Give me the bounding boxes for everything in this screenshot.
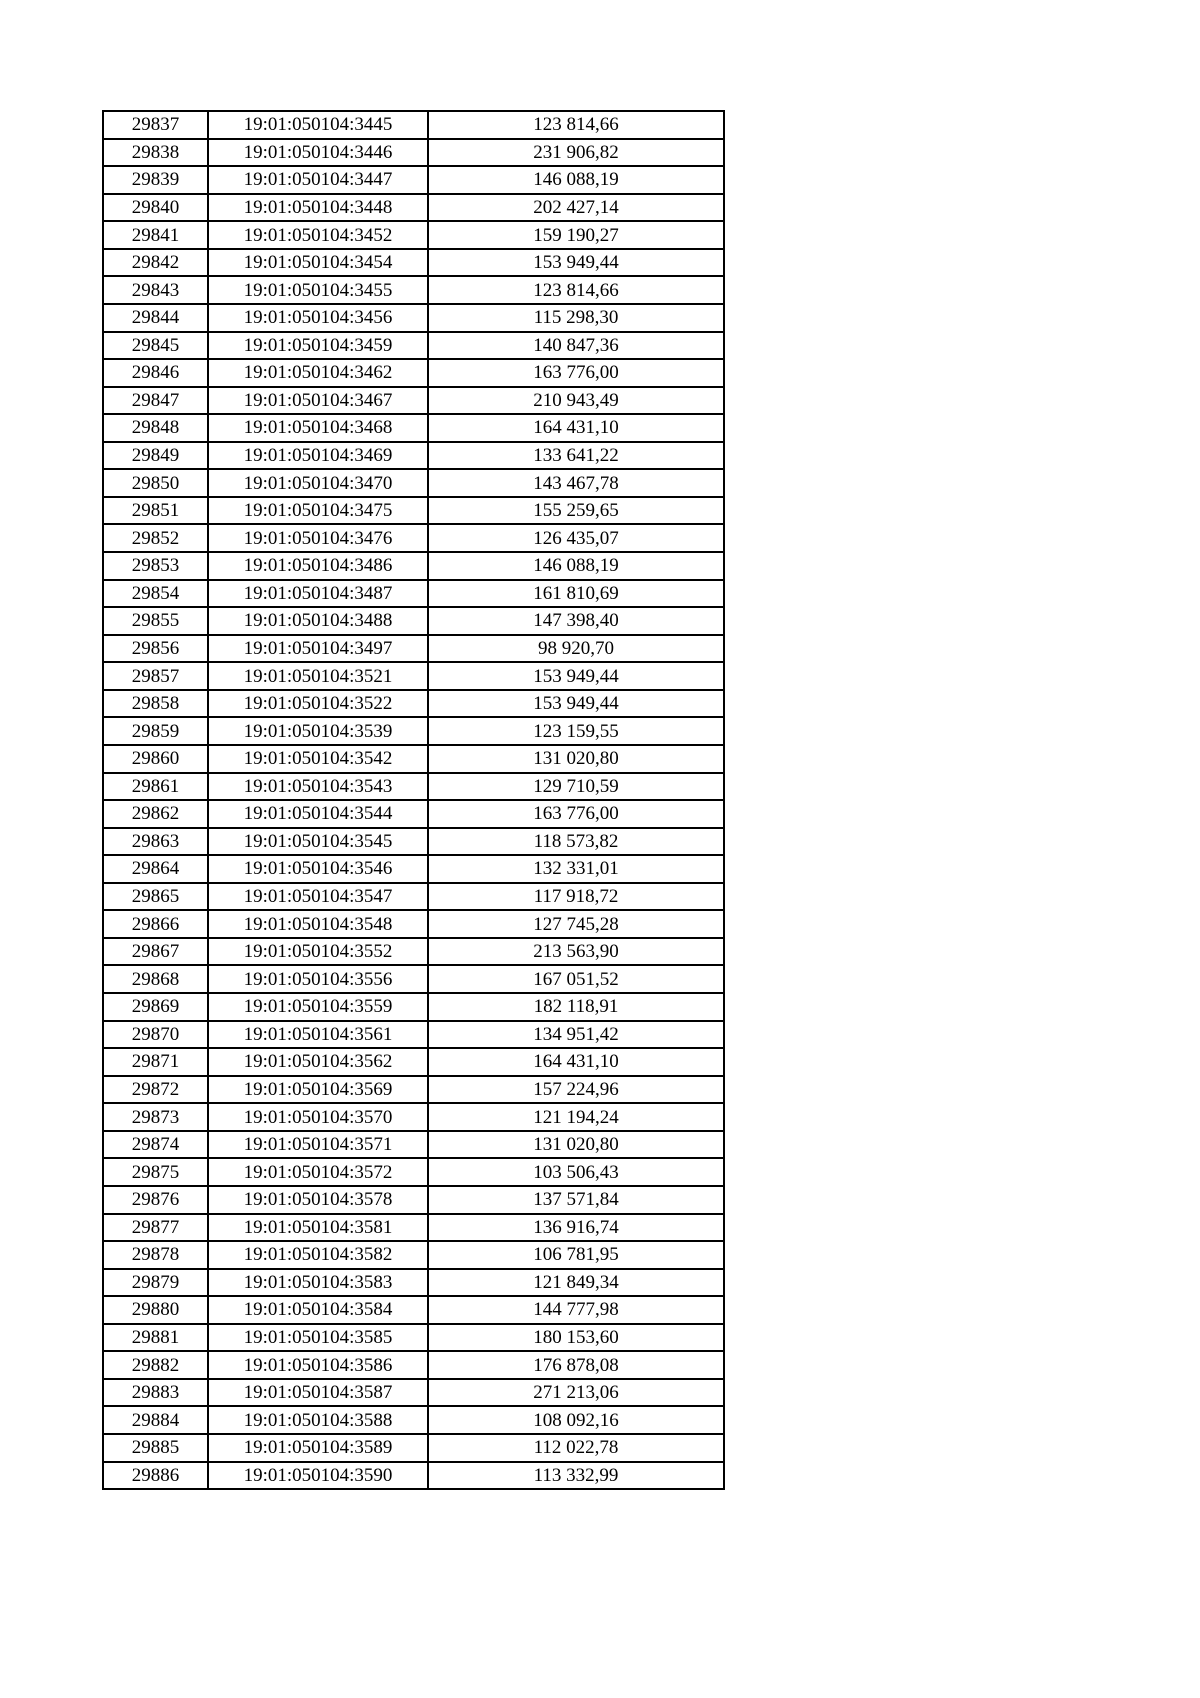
table-row xyxy=(103,1021,724,1049)
table-row xyxy=(103,635,724,663)
cadastral-number-cell: 19:01:050104:3469 xyxy=(208,442,428,470)
table-row xyxy=(103,387,724,415)
cadastral-number-cell: 19:01:050104:3470 xyxy=(208,469,428,497)
cadastral-number-cell: 19:01:050104:3556 xyxy=(208,965,428,993)
row-number-cell: 29842 xyxy=(103,249,208,277)
table-row xyxy=(103,332,724,360)
table-row xyxy=(103,194,724,222)
cadastral-number-cell: 19:01:050104:3578 xyxy=(208,1186,428,1214)
table-row xyxy=(103,1103,724,1131)
cadastral-number-cell: 19:01:050104:3459 xyxy=(208,332,428,360)
cadastral-number-cell: 19:01:050104:3572 xyxy=(208,1158,428,1186)
table-row xyxy=(103,524,724,552)
row-number-cell: 29848 xyxy=(103,414,208,442)
row-number-cell: 29866 xyxy=(103,910,208,938)
row-number-cell: 29851 xyxy=(103,497,208,525)
row-number-cell: 29870 xyxy=(103,1021,208,1049)
table-row xyxy=(103,1296,724,1324)
table-row xyxy=(103,1351,724,1379)
table-row xyxy=(103,276,724,304)
cadastral-value-cell: 210 943,49 xyxy=(428,387,724,415)
cadastral-number-cell: 19:01:050104:3561 xyxy=(208,1021,428,1049)
table-row xyxy=(103,993,724,1021)
cadastral-number-cell: 19:01:050104:3456 xyxy=(208,304,428,332)
cadastral-number-cell: 19:01:050104:3559 xyxy=(208,993,428,1021)
cadastral-value-cell: 153 949,44 xyxy=(428,249,724,277)
table-row xyxy=(103,1076,724,1104)
cadastral-value-cell: 161 810,69 xyxy=(428,580,724,608)
row-number-cell: 29852 xyxy=(103,524,208,552)
table-body xyxy=(103,111,724,1489)
row-number-cell: 29882 xyxy=(103,1351,208,1379)
cadastral-value-cell: 123 814,66 xyxy=(428,111,724,139)
row-number-cell: 29881 xyxy=(103,1324,208,1352)
table-row xyxy=(103,965,724,993)
cadastral-value-cell: 127 745,28 xyxy=(428,910,724,938)
cadastral-value-cell: 144 777,98 xyxy=(428,1296,724,1324)
row-number-cell: 29865 xyxy=(103,883,208,911)
row-number-cell: 29841 xyxy=(103,221,208,249)
table-row xyxy=(103,1324,724,1352)
cadastral-value-cell: 121 194,24 xyxy=(428,1103,724,1131)
row-number-cell: 29843 xyxy=(103,276,208,304)
row-number-cell: 29837 xyxy=(103,111,208,139)
cadastral-number-cell: 19:01:050104:3539 xyxy=(208,717,428,745)
row-number-cell: 29869 xyxy=(103,993,208,1021)
cadastral-value-cell: 113 332,99 xyxy=(428,1462,724,1490)
table-row xyxy=(103,580,724,608)
cadastral-value-cell: 106 781,95 xyxy=(428,1241,724,1269)
row-number-cell: 29844 xyxy=(103,304,208,332)
table-row xyxy=(103,552,724,580)
cadastral-number-cell: 19:01:050104:3487 xyxy=(208,580,428,608)
table-row xyxy=(103,469,724,497)
cadastral-number-cell: 19:01:050104:3548 xyxy=(208,910,428,938)
cadastral-value-table xyxy=(102,110,725,1490)
cadastral-number-cell: 19:01:050104:3544 xyxy=(208,800,428,828)
cadastral-number-cell: 19:01:050104:3547 xyxy=(208,883,428,911)
cadastral-number-cell: 19:01:050104:3587 xyxy=(208,1379,428,1407)
row-number-cell: 29884 xyxy=(103,1406,208,1434)
cadastral-value-cell: 167 051,52 xyxy=(428,965,724,993)
cadastral-value-cell: 143 467,78 xyxy=(428,469,724,497)
row-number-cell: 29886 xyxy=(103,1462,208,1490)
row-number-cell: 29875 xyxy=(103,1158,208,1186)
cadastral-value-cell: 157 224,96 xyxy=(428,1076,724,1104)
row-number-cell: 29847 xyxy=(103,387,208,415)
row-number-cell: 29880 xyxy=(103,1296,208,1324)
cadastral-value-cell: 131 020,80 xyxy=(428,745,724,773)
table-row xyxy=(103,1269,724,1297)
table-row xyxy=(103,1186,724,1214)
cadastral-number-cell: 19:01:050104:3543 xyxy=(208,773,428,801)
row-number-cell: 29849 xyxy=(103,442,208,470)
cadastral-value-cell: 147 398,40 xyxy=(428,607,724,635)
table-row xyxy=(103,717,724,745)
row-number-cell: 29879 xyxy=(103,1269,208,1297)
cadastral-value-cell: 155 259,65 xyxy=(428,497,724,525)
cadastral-number-cell: 19:01:050104:3570 xyxy=(208,1103,428,1131)
table-row xyxy=(103,304,724,332)
cadastral-value-cell: 136 916,74 xyxy=(428,1214,724,1242)
cadastral-value-cell: 121 849,34 xyxy=(428,1269,724,1297)
table-row xyxy=(103,442,724,470)
row-number-cell: 29867 xyxy=(103,938,208,966)
row-number-cell: 29854 xyxy=(103,580,208,608)
cadastral-value-cell: 129 710,59 xyxy=(428,773,724,801)
cadastral-value-cell: 153 949,44 xyxy=(428,662,724,690)
cadastral-number-cell: 19:01:050104:3581 xyxy=(208,1214,428,1242)
cadastral-number-cell: 19:01:050104:3468 xyxy=(208,414,428,442)
cadastral-value-cell: 112 022,78 xyxy=(428,1434,724,1462)
cadastral-value-cell: 134 951,42 xyxy=(428,1021,724,1049)
cadastral-value-cell: 123 159,55 xyxy=(428,717,724,745)
row-number-cell: 29846 xyxy=(103,359,208,387)
row-number-cell: 29878 xyxy=(103,1241,208,1269)
cadastral-value-cell: 126 435,07 xyxy=(428,524,724,552)
cadastral-number-cell: 19:01:050104:3562 xyxy=(208,1048,428,1076)
cadastral-number-cell: 19:01:050104:3452 xyxy=(208,221,428,249)
table-row xyxy=(103,359,724,387)
table-row xyxy=(103,139,724,167)
cadastral-number-cell: 19:01:050104:3545 xyxy=(208,828,428,856)
cadastral-number-cell: 19:01:050104:3488 xyxy=(208,607,428,635)
row-number-cell: 29863 xyxy=(103,828,208,856)
row-number-cell: 29845 xyxy=(103,332,208,360)
row-number-cell: 29838 xyxy=(103,139,208,167)
table-row xyxy=(103,221,724,249)
cadastral-value-cell: 231 906,82 xyxy=(428,139,724,167)
cadastral-number-cell: 19:01:050104:3497 xyxy=(208,635,428,663)
cadastral-value-cell: 118 573,82 xyxy=(428,828,724,856)
cadastral-value-cell: 213 563,90 xyxy=(428,938,724,966)
cadastral-number-cell: 19:01:050104:3467 xyxy=(208,387,428,415)
table-row xyxy=(103,1379,724,1407)
table-row xyxy=(103,745,724,773)
row-number-cell: 29862 xyxy=(103,800,208,828)
row-number-cell: 29871 xyxy=(103,1048,208,1076)
row-number-cell: 29850 xyxy=(103,469,208,497)
row-number-cell: 29839 xyxy=(103,166,208,194)
table-row xyxy=(103,111,724,139)
cadastral-value-cell: 159 190,27 xyxy=(428,221,724,249)
row-number-cell: 29840 xyxy=(103,194,208,222)
table-row xyxy=(103,1406,724,1434)
row-number-cell: 29868 xyxy=(103,965,208,993)
cadastral-value-cell: 163 776,00 xyxy=(428,800,724,828)
cadastral-number-cell: 19:01:050104:3585 xyxy=(208,1324,428,1352)
cadastral-value-cell: 115 298,30 xyxy=(428,304,724,332)
cadastral-number-cell: 19:01:050104:3552 xyxy=(208,938,428,966)
table-row xyxy=(103,690,724,718)
table-row xyxy=(103,1048,724,1076)
cadastral-value-cell: 103 506,43 xyxy=(428,1158,724,1186)
cadastral-number-cell: 19:01:050104:3590 xyxy=(208,1462,428,1490)
table-row xyxy=(103,883,724,911)
table-row xyxy=(103,1158,724,1186)
table-row xyxy=(103,1241,724,1269)
cadastral-number-cell: 19:01:050104:3583 xyxy=(208,1269,428,1297)
cadastral-number-cell: 19:01:050104:3476 xyxy=(208,524,428,552)
cadastral-value-cell: 202 427,14 xyxy=(428,194,724,222)
table-row xyxy=(103,938,724,966)
cadastral-number-cell: 19:01:050104:3462 xyxy=(208,359,428,387)
cadastral-number-cell: 19:01:050104:3445 xyxy=(208,111,428,139)
row-number-cell: 29877 xyxy=(103,1214,208,1242)
cadastral-number-cell: 19:01:050104:3542 xyxy=(208,745,428,773)
cadastral-number-cell: 19:01:050104:3521 xyxy=(208,662,428,690)
row-number-cell: 29857 xyxy=(103,662,208,690)
row-number-cell: 29859 xyxy=(103,717,208,745)
cadastral-number-cell: 19:01:050104:3446 xyxy=(208,139,428,167)
cadastral-number-cell: 19:01:050104:3448 xyxy=(208,194,428,222)
table-row xyxy=(103,1434,724,1462)
cadastral-value-cell: 123 814,66 xyxy=(428,276,724,304)
row-number-cell: 29858 xyxy=(103,690,208,718)
row-number-cell: 29860 xyxy=(103,745,208,773)
table-row xyxy=(103,607,724,635)
row-number-cell: 29872 xyxy=(103,1076,208,1104)
cadastral-number-cell: 19:01:050104:3582 xyxy=(208,1241,428,1269)
cadastral-number-cell: 19:01:050104:3475 xyxy=(208,497,428,525)
cadastral-value-cell: 117 918,72 xyxy=(428,883,724,911)
cadastral-number-cell: 19:01:050104:3586 xyxy=(208,1351,428,1379)
cadastral-number-cell: 19:01:050104:3584 xyxy=(208,1296,428,1324)
cadastral-value-cell: 140 847,36 xyxy=(428,332,724,360)
row-number-cell: 29853 xyxy=(103,552,208,580)
row-number-cell: 29861 xyxy=(103,773,208,801)
cadastral-value-cell: 98 920,70 xyxy=(428,635,724,663)
cadastral-value-cell: 137 571,84 xyxy=(428,1186,724,1214)
cadastral-value-cell: 180 153,60 xyxy=(428,1324,724,1352)
row-number-cell: 29885 xyxy=(103,1434,208,1462)
cadastral-value-cell: 153 949,44 xyxy=(428,690,724,718)
table-row xyxy=(103,910,724,938)
cadastral-value-cell: 133 641,22 xyxy=(428,442,724,470)
cadastral-value-cell: 176 878,08 xyxy=(428,1351,724,1379)
cadastral-number-cell: 19:01:050104:3522 xyxy=(208,690,428,718)
table-row xyxy=(103,855,724,883)
cadastral-value-cell: 146 088,19 xyxy=(428,166,724,194)
table-row xyxy=(103,828,724,856)
cadastral-number-cell: 19:01:050104:3447 xyxy=(208,166,428,194)
cadastral-number-cell: 19:01:050104:3588 xyxy=(208,1406,428,1434)
row-number-cell: 29864 xyxy=(103,855,208,883)
row-number-cell: 29855 xyxy=(103,607,208,635)
table-row xyxy=(103,773,724,801)
table-row xyxy=(103,414,724,442)
cadastral-value-cell: 163 776,00 xyxy=(428,359,724,387)
cadastral-value-cell: 182 118,91 xyxy=(428,993,724,1021)
cadastral-number-cell: 19:01:050104:3455 xyxy=(208,276,428,304)
row-number-cell: 29873 xyxy=(103,1103,208,1131)
table-row xyxy=(103,662,724,690)
cadastral-value-cell: 146 088,19 xyxy=(428,552,724,580)
table-row xyxy=(103,1131,724,1159)
cadastral-number-cell: 19:01:050104:3571 xyxy=(208,1131,428,1159)
cadastral-number-cell: 19:01:050104:3569 xyxy=(208,1076,428,1104)
row-number-cell: 29876 xyxy=(103,1186,208,1214)
cadastral-value-cell: 164 431,10 xyxy=(428,414,724,442)
cadastral-value-cell: 164 431,10 xyxy=(428,1048,724,1076)
row-number-cell: 29874 xyxy=(103,1131,208,1159)
cadastral-value-cell: 132 331,01 xyxy=(428,855,724,883)
cadastral-value-cell: 271 213,06 xyxy=(428,1379,724,1407)
table-row xyxy=(103,1214,724,1242)
row-number-cell: 29856 xyxy=(103,635,208,663)
table-row xyxy=(103,166,724,194)
table-row xyxy=(103,1462,724,1490)
cadastral-value-cell: 131 020,80 xyxy=(428,1131,724,1159)
table-row xyxy=(103,800,724,828)
cadastral-number-cell: 19:01:050104:3486 xyxy=(208,552,428,580)
cadastral-number-cell: 19:01:050104:3546 xyxy=(208,855,428,883)
table-row xyxy=(103,249,724,277)
cadastral-number-cell: 19:01:050104:3589 xyxy=(208,1434,428,1462)
cadastral-value-cell: 108 092,16 xyxy=(428,1406,724,1434)
cadastral-number-cell: 19:01:050104:3454 xyxy=(208,249,428,277)
table-row xyxy=(103,497,724,525)
row-number-cell: 29883 xyxy=(103,1379,208,1407)
